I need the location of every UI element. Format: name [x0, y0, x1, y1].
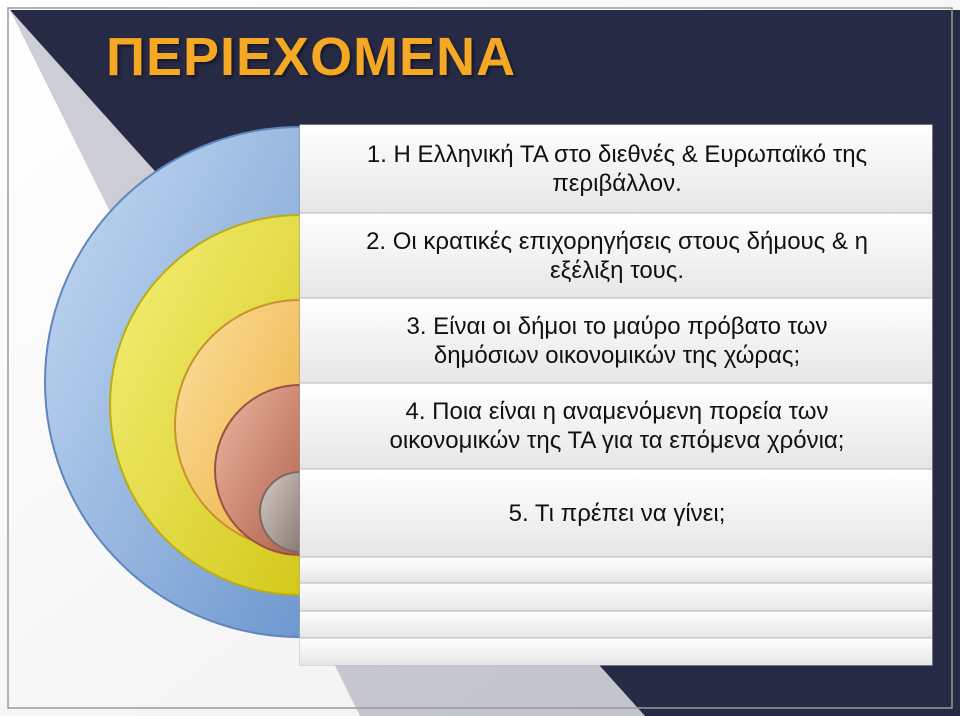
content-item-5-line-1: 5. Τι πρέπει να γίνει;: [508, 499, 726, 527]
content-item-2-line-1: 2. Οι κρατικές επιχορηγήσεις στους δήμους & η: [366, 227, 868, 255]
row-8-bg: [300, 611, 932, 638]
content-item-1: [305, 125, 929, 213]
content-item-1-line-2: περιβάλλον.: [552, 170, 682, 197]
content-item-3-line-2: δημόσιων οικονομικών της χώρας;: [433, 341, 801, 369]
row-9-bg: [300, 638, 932, 665]
content-item-4: [305, 383, 929, 469]
content-item-4-line-1: 4. Ποια είναι η αναμενόμενη πορεία των: [405, 398, 829, 425]
row-6-bg: [300, 557, 932, 583]
slide-title: ΠΕΡΙΕΧΟΜΕΝΑ: [106, 27, 517, 87]
content-item-3: [305, 298, 929, 383]
content-item-5: [305, 469, 929, 557]
row-7-bg: [300, 583, 932, 611]
content-item-2-line-2: εξέλιξη τους.: [549, 256, 685, 284]
content-item-4-line-2: οικονομικών της ΤΑ για τα επόμενα χρόνια;: [389, 427, 845, 454]
content-item-3-line-1: 3. Είναι οι δήμοι το μαύρο πρόβατο των: [406, 312, 828, 340]
content-item-1-line-1: 1. Η Ελληνική ΤΑ στο διεθνές & Ευρωπαϊκό της: [366, 141, 868, 168]
content-item-2: [305, 213, 929, 298]
